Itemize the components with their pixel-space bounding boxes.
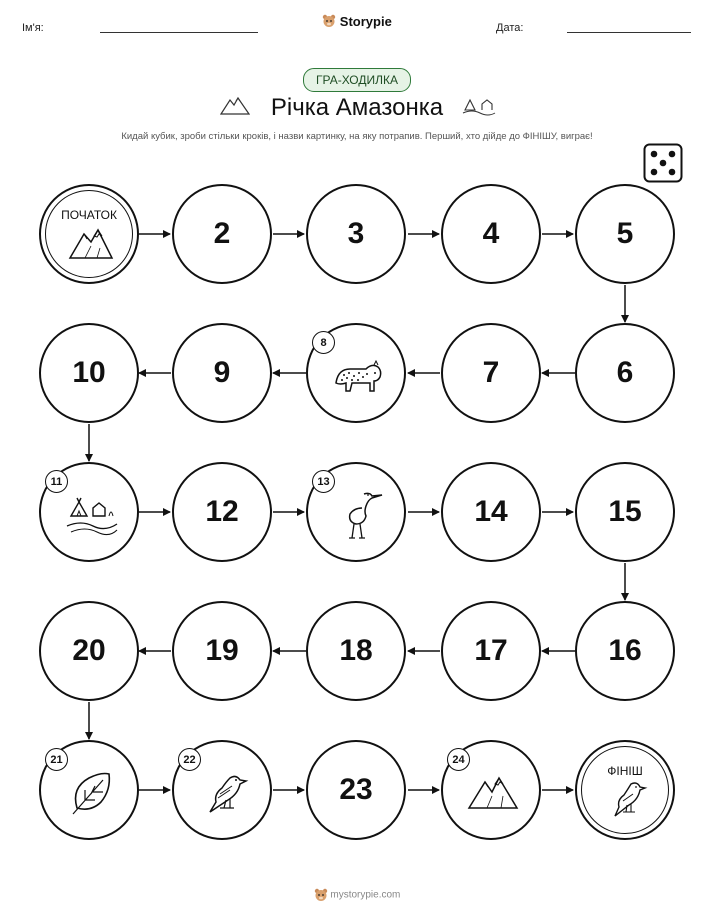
board-cell-21[interactable] bbox=[39, 740, 139, 840]
village-river-icon bbox=[63, 486, 119, 542]
cell-number-badge: 13 bbox=[312, 470, 335, 493]
board-cell-12[interactable]: 12 bbox=[172, 462, 272, 562]
cell-number-badge: 22 bbox=[178, 748, 201, 771]
bird-icon bbox=[603, 778, 651, 820]
board-cell-15[interactable]: 15 bbox=[575, 462, 675, 562]
cell-number-badge: 11 bbox=[45, 470, 68, 493]
brand-name: Storypie bbox=[339, 14, 392, 29]
footer-url[interactable]: mystorypie.com bbox=[330, 889, 401, 901]
game-type-badge: ГРА-ХОДИЛКА bbox=[303, 68, 411, 92]
board-cell-20[interactable]: 20 bbox=[39, 601, 139, 701]
board-cell-17[interactable]: 17 bbox=[441, 601, 541, 701]
board-cell-19[interactable]: 19 bbox=[172, 601, 272, 701]
board-cell-start[interactable] bbox=[39, 184, 139, 284]
board-cell-18[interactable]: 18 bbox=[306, 601, 406, 701]
board-cell-23[interactable]: 23 bbox=[306, 740, 406, 840]
board-cell-7[interactable]: 7 bbox=[441, 323, 541, 423]
cell-number-badge: 8 bbox=[312, 331, 335, 354]
board-cell-11[interactable] bbox=[39, 462, 139, 562]
instructions: Кидай кубик, зроби стільки кроків, і назви картинку, на яку потрапив. Перший, хто дійде до ФІНІШУ, виграє! bbox=[121, 131, 593, 142]
board-cell-16[interactable]: 16 bbox=[575, 601, 675, 701]
board-cell-24[interactable] bbox=[441, 740, 541, 840]
jaguar-icon bbox=[330, 347, 386, 403]
board-cell-22[interactable] bbox=[172, 740, 272, 840]
start-label: ПОЧАТОК bbox=[61, 208, 117, 222]
board-cell-13[interactable] bbox=[306, 462, 406, 562]
finish-label: ФІНІШ bbox=[607, 764, 643, 778]
page-title: Річка Амазонка bbox=[270, 94, 444, 121]
cell-number-badge: 21 bbox=[45, 748, 68, 771]
leaf-icon bbox=[63, 764, 119, 820]
board-cell-3[interactable]: 3 bbox=[306, 184, 406, 284]
board-cell-6[interactable]: 6 bbox=[575, 323, 675, 423]
bear-icon bbox=[314, 888, 328, 902]
bird-icon bbox=[196, 764, 252, 820]
board-cell-8[interactable] bbox=[306, 323, 406, 423]
footer bbox=[0, 888, 714, 902]
board-cell-9[interactable]: 9 bbox=[172, 323, 272, 423]
board-cell-4[interactable]: 4 bbox=[441, 184, 541, 284]
heron-icon bbox=[330, 486, 386, 542]
board-cell-5[interactable]: 5 bbox=[575, 184, 675, 284]
mountain-icon bbox=[465, 764, 521, 820]
board-cell-10[interactable]: 10 bbox=[39, 323, 139, 423]
date-label: Дата: bbox=[496, 22, 524, 34]
board-cell-finish[interactable] bbox=[575, 740, 675, 840]
mountain-icon bbox=[67, 222, 115, 264]
name-label: Ім'я: bbox=[22, 22, 44, 34]
cell-number-badge: 24 bbox=[447, 748, 470, 771]
board-cell-14[interactable]: 14 bbox=[441, 462, 541, 562]
board-cell-2[interactable]: 2 bbox=[172, 184, 272, 284]
